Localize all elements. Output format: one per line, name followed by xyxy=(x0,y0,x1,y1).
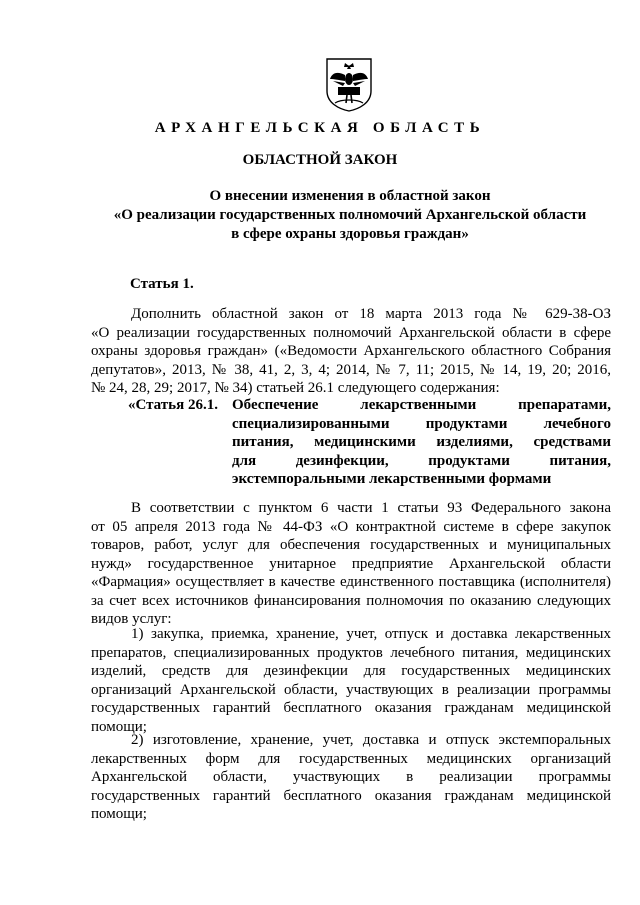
text-line: препаратов, специализированных продуктов лечебного питания, медицинских xyxy=(91,644,611,661)
text-line: охраны здоровья граждан» («Ведомости Архангельского областного Собрания xyxy=(91,343,611,359)
text-line: изделий, средств для дезинфекции для государственных медицинских xyxy=(91,663,611,679)
text-line: «О реализации государственных полномочий Архангельской области в сфере xyxy=(91,324,611,341)
law-type: ОБЛАСТНОЙ ЗАКОН xyxy=(242,152,398,168)
text-line: от 05 апреля 2013 года № 44-ФЗ «О контрактной системе в сфере закупок xyxy=(91,518,611,535)
text-line: экстемпоральными лекарственными формами xyxy=(232,471,552,487)
text-line: «Фармация» осуществляет в качестве единственного поставщика (исполнителя) xyxy=(91,574,611,590)
article-heading: Статья 1. xyxy=(130,276,194,292)
text-line: государственных гарантий бесплатного оказания гражданам медицинской xyxy=(91,700,611,716)
region-name: АРХАНГЕЛЬСКАЯ ОБЛАСТЬ xyxy=(154,120,486,136)
text-line: В соответствии с пунктом 6 части 1 статьи 93 Федерального закона xyxy=(131,500,611,516)
text-line: за счет всех источников финансирования полномочия по оказанию следующих xyxy=(91,592,611,609)
text-line: Архангельской области, участвующих в реализации программы xyxy=(91,769,611,785)
text-line: организаций Архангельской области, участвующих в реализации программы xyxy=(91,681,611,698)
law-title-line: в сфере охраны здоровья граждан» xyxy=(231,226,469,242)
coat-of-arms-icon xyxy=(323,57,375,112)
list-item-2 xyxy=(91,731,611,824)
intro-paragraph xyxy=(91,305,611,398)
text-line: Обеспечение лекарственными препаратами, xyxy=(232,397,611,413)
law-title xyxy=(95,187,605,244)
text-line: помощи; xyxy=(91,718,147,735)
text-line: Дополнить областной закон от 18 марта 2013 года № 629-38-ОЗ xyxy=(131,306,611,322)
list-item-1 xyxy=(91,625,611,736)
text-line: 1) закупка, приемка, хранение, учет, отпуск и доставка лекарственных xyxy=(131,626,611,642)
text-line: депутатов», 2013, № 38, 41, 2, 3, 4; 2014, № 7, 11; 2015, № 14, 19, 20; 2016, xyxy=(91,361,611,378)
text-line: помощи; xyxy=(91,806,147,822)
new-article-label: «Статья 26.1. xyxy=(128,397,218,413)
law-title-line: О внесении изменения в областной закон xyxy=(209,188,491,204)
text-line: товаров, работ, услуг для обеспечения государственных и муниципальных xyxy=(91,537,611,553)
text-line: специализированными продуктами лечебного xyxy=(232,415,611,432)
new-article-title xyxy=(232,396,611,489)
text-line: нужд» государственное унитарное предприятие Архангельской области xyxy=(91,555,611,572)
text-line: государственных гарантий бесплатного оказания гражданам медицинской xyxy=(91,787,611,804)
text-line: видов услуг: xyxy=(91,611,172,627)
text-line: лекарственных форм для государственных медицинских организаций xyxy=(91,750,611,767)
main-paragraph xyxy=(91,499,611,629)
text-line: для дезинфекции, продуктами питания, xyxy=(232,452,611,469)
text-line: 2) изготовление, хранение, учет, доставка и отпуск экстемпоральных xyxy=(131,732,611,748)
text-line: питания, медицинскими изделиями, средствами xyxy=(232,434,611,450)
law-title-line: «О реализации государственных полномочий Архангельской области xyxy=(113,207,587,223)
text-line: № 24, 28, 29; 2017, № 34) статьей 26.1 следующего содержания: xyxy=(91,380,500,396)
